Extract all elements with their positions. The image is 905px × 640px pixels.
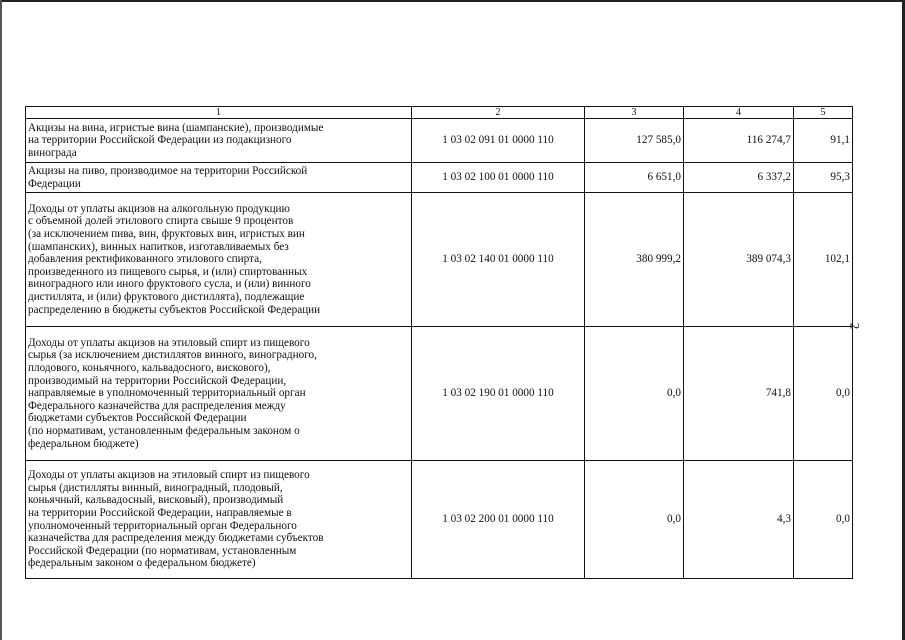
row-description: Доходы от уплаты акцизов на этиловый спирт из пищевого сырья (за исключением дистиллятов винного, виноградного, плодового, коньячного, кальвадосного, вискового), производимый на территории Российской Федерации, направляемые в уполномоченный территориальный орган Федерального казначейства для распределения между бюджетами субъектов Российской Федерации (по нормативам, установленным федеральным законом о федеральном бюджете) — [26, 327, 412, 461]
row-description: Доходы от уплаты акцизов на алкогольную продукцию с объемной долей этилового спирта свыше 9 процентов (за исключением пива, вин, фруктовых вин, игристых вин (шампанских), винных напитков, изготавливаемых без добавления ректификованного этилового спирта, произведенного из пищевого сырья, и (или) спиртованных виноградного или иного фруктового сусла, и (или) винного дистиллята, и (или) фруктового дистиллята), подлежащие распределению в бюджеты субъектов Российской Федерации — [26, 193, 412, 327]
header-cell-2: 2 — [412, 107, 585, 119]
header-cell-4: 4 — [684, 107, 794, 119]
row-percent: 102,1 — [794, 193, 853, 327]
header-cell-1: 1 — [26, 107, 412, 119]
table-row — [26, 193, 853, 327]
row-value-col3: 380 999,2 — [585, 193, 684, 327]
header-cell-5: 5 — [794, 107, 853, 119]
row-value-col4: 389 074,3 — [684, 193, 794, 327]
scan-border-top — [0, 0, 905, 2]
row-budget-code: 1 03 02 140 01 0000 110 — [412, 193, 585, 327]
row-percent: 95,3 — [794, 163, 853, 193]
row-value-col4: 116 274,7 — [684, 119, 794, 163]
row-description: Акцизы на вина, игристые вина (шампанские), производимые на территории Российской Федерации из подакцизного винограда — [26, 119, 412, 163]
row-percent: 91,1 — [794, 119, 853, 163]
row-value-col4: 4,3 — [684, 461, 794, 579]
row-value-col3: 0,0 — [585, 327, 684, 461]
table-row — [26, 163, 853, 193]
table-row — [26, 119, 853, 163]
row-value-col4: 741,8 — [684, 327, 794, 461]
page-number: 2 — [847, 322, 863, 330]
row-value-col3: 0,0 — [585, 461, 684, 579]
row-value-col4: 6 337,2 — [684, 163, 794, 193]
table-row — [26, 461, 853, 579]
row-budget-code: 1 03 02 190 01 0000 110 — [412, 327, 585, 461]
row-value-col3: 6 651,0 — [585, 163, 684, 193]
row-description: Акцизы на пиво, производимое на территории Российской Федерации — [26, 163, 412, 193]
table-header-row — [26, 107, 853, 119]
row-budget-code: 1 03 02 200 01 0000 110 — [412, 461, 585, 579]
table-row — [26, 327, 853, 461]
header-cell-3: 3 — [585, 107, 684, 119]
row-budget-code: 1 03 02 100 01 0000 110 — [412, 163, 585, 193]
revenue-table — [25, 106, 853, 579]
row-percent: 0,0 — [794, 461, 853, 579]
row-description: Доходы от уплаты акцизов на этиловый спирт из пищевого сырья (дистилляты винный, виноградный, плодовый, коньячный, кальвадосный, висковый), производимый на территории Российской Федерации, направляемые в уполномоченный территориальный орган Федерального казначейства для распределения между бюджетами субъектов Российской Федерации (по нормативам, установленным федеральным законом о федеральном бюджете) — [26, 461, 412, 579]
scan-border-left — [0, 0, 2, 640]
row-budget-code: 1 03 02 091 01 0000 110 — [412, 119, 585, 163]
row-value-col3: 127 585,0 — [585, 119, 684, 163]
row-percent: 0,0 — [794, 327, 853, 461]
